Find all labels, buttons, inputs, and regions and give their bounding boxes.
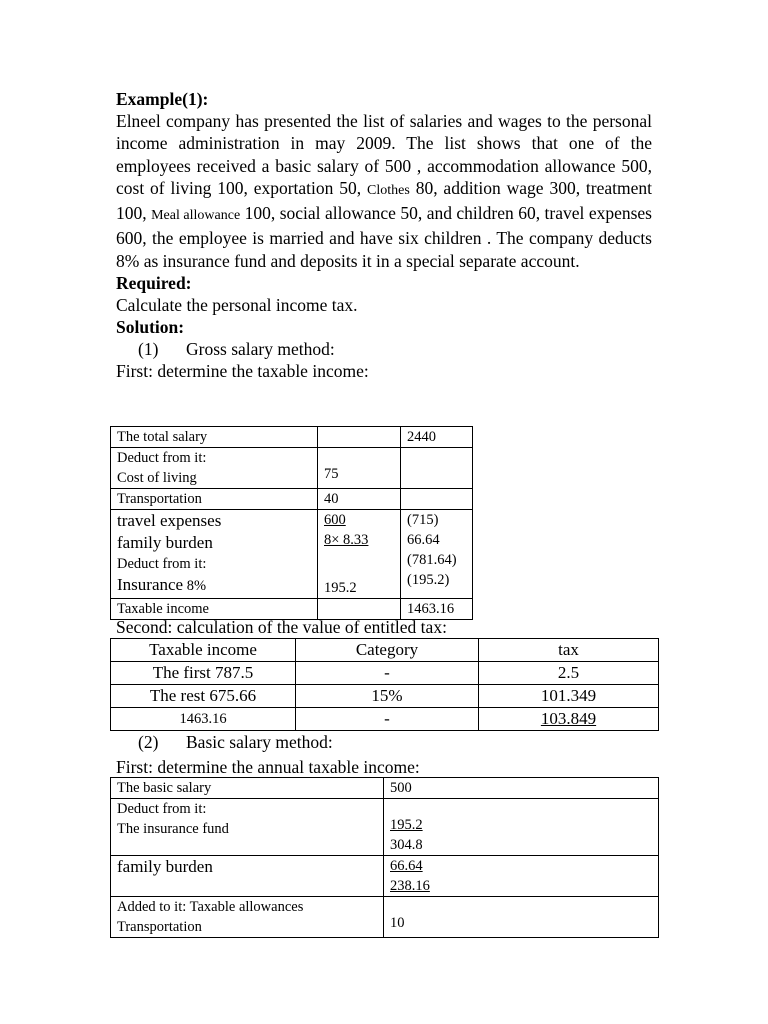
after-family-value: 238.16 xyxy=(390,878,430,894)
method-1-number: (1) xyxy=(138,339,159,360)
basic-salary-value: 500 xyxy=(384,778,659,799)
transportation-label: Transportation xyxy=(117,919,202,935)
transportation-value: 10 xyxy=(390,915,405,931)
table-cell xyxy=(401,448,473,489)
method-2-number: (2) xyxy=(138,732,159,752)
transportation-label: Transportation xyxy=(111,489,318,510)
taxable-income-label: Taxable income xyxy=(111,599,318,620)
table-cell xyxy=(111,799,384,856)
table-row xyxy=(111,510,473,599)
table-row xyxy=(111,897,659,938)
table-cell xyxy=(401,489,473,510)
problem-word-clothes: Clothes xyxy=(367,182,410,198)
taxable-income-value: 1463.16 xyxy=(401,599,473,620)
table-row xyxy=(111,708,659,731)
problem-statement xyxy=(116,110,652,272)
table-row xyxy=(111,778,659,799)
table-cell xyxy=(318,427,401,448)
cost-of-living-value: 75 xyxy=(324,466,339,482)
insurance-word: Insurance xyxy=(117,575,184,594)
table-cell xyxy=(318,510,401,599)
insurance-value: 195.2 xyxy=(324,580,357,596)
insurance-label xyxy=(117,574,311,596)
deductions-subtotal: (781.64) xyxy=(407,552,457,568)
header-category: Category xyxy=(296,639,479,662)
table-cell xyxy=(111,448,318,489)
tax-calculation-table xyxy=(110,638,659,731)
table-header-row xyxy=(111,639,659,662)
travel-expenses-label: travel expenses xyxy=(117,511,222,530)
method-2-label: Basic salary method: xyxy=(186,732,333,752)
insurance-fund-label: The insurance fund xyxy=(117,821,229,837)
table-cell: 1463.16 xyxy=(111,708,296,731)
table-cell xyxy=(384,799,659,856)
table-cell: 15% xyxy=(296,685,479,708)
required-text: Calculate the personal income tax. xyxy=(116,295,358,316)
table-row xyxy=(111,427,473,448)
problem-text-2: 80, addition wage 300, treatment 100, xyxy=(116,177,653,224)
family-burden-label: family burden xyxy=(117,533,213,552)
table-row xyxy=(111,856,659,897)
second-step-1: Second: calculation of the value of entitled tax: xyxy=(116,617,447,637)
solution-title: Solution: xyxy=(116,317,185,338)
first-step-1: First: determine the taxable income: xyxy=(116,361,369,382)
table-cell: - xyxy=(296,662,479,685)
transportation-value: 40 xyxy=(318,489,401,510)
deduct-label-2: Deduct from it: xyxy=(117,556,207,572)
basic-salary-label: The basic salary xyxy=(111,778,384,799)
total-salary-label: The total salary xyxy=(111,427,318,448)
insurance-percent: 8% xyxy=(186,578,207,594)
table-cell: The rest 675.66 xyxy=(111,685,296,708)
required-title: Required: xyxy=(116,273,192,294)
family-burden-label: family burden xyxy=(111,856,384,897)
table-cell xyxy=(318,448,401,489)
insurance-fund-value: 195.2 xyxy=(390,817,423,833)
problem-text-3: 100, social allowance 50, and children 60, travel expenses 600, the employee is married and have six children . The company deducts 8% as insurance fund and deposits it in a special separate account. xyxy=(116,203,652,271)
table-cell: 2.5 xyxy=(479,662,659,685)
document-body xyxy=(116,88,652,382)
table-cell: 101.349 xyxy=(479,685,659,708)
after-insurance-value: 304.8 xyxy=(390,837,423,853)
basic-salary-table xyxy=(110,777,659,938)
added-label: Added to it: Taxable allowances xyxy=(117,899,304,915)
first-step-2: First: determine the annual taxable income: xyxy=(116,757,420,777)
total-salary-value: 2440 xyxy=(401,427,473,448)
table-row xyxy=(111,685,659,708)
travel-total: (715) xyxy=(407,512,439,528)
table-cell xyxy=(111,897,384,938)
header-taxable-income: Taxable income xyxy=(111,639,296,662)
family-burden-value: 8× 8.33 xyxy=(324,532,369,548)
table-cell xyxy=(384,897,659,938)
problem-word-meal: Meal allowance xyxy=(151,208,241,224)
deduct-label: Deduct from it: xyxy=(117,801,207,817)
table-cell xyxy=(401,510,473,599)
table-cell: The first 787.5 xyxy=(111,662,296,685)
table-row xyxy=(111,799,659,856)
table-row xyxy=(111,448,473,489)
table-cell: 103.849 xyxy=(479,708,659,731)
table-cell xyxy=(111,510,318,599)
insurance-total: (195.2) xyxy=(407,572,450,588)
table-row xyxy=(111,489,473,510)
table-row xyxy=(111,662,659,685)
method-2-heading xyxy=(116,731,333,753)
table-cell xyxy=(384,856,659,897)
deduct-label: Deduct from it: xyxy=(117,450,207,466)
table-cell: - xyxy=(296,708,479,731)
gross-salary-table xyxy=(110,426,473,620)
cost-of-living-label: Cost of living xyxy=(117,470,197,486)
method-1-label: Gross salary method: xyxy=(186,339,335,360)
header-tax: tax xyxy=(479,639,659,662)
problem-text-1: Elneel company has presented the list of salaries and wages to the personal income administration in may 2009. The list shows that one of the employees received a basic salary of 500 , accommodation allowance 500, cost of living 100, exportation 50, xyxy=(116,111,652,198)
travel-expenses-value: 600 xyxy=(324,512,346,528)
example-title: Example(1): xyxy=(116,89,209,109)
method-1-heading xyxy=(116,338,652,360)
family-burden-value: 66.64 xyxy=(390,858,423,874)
family-total: 66.64 xyxy=(407,532,440,548)
